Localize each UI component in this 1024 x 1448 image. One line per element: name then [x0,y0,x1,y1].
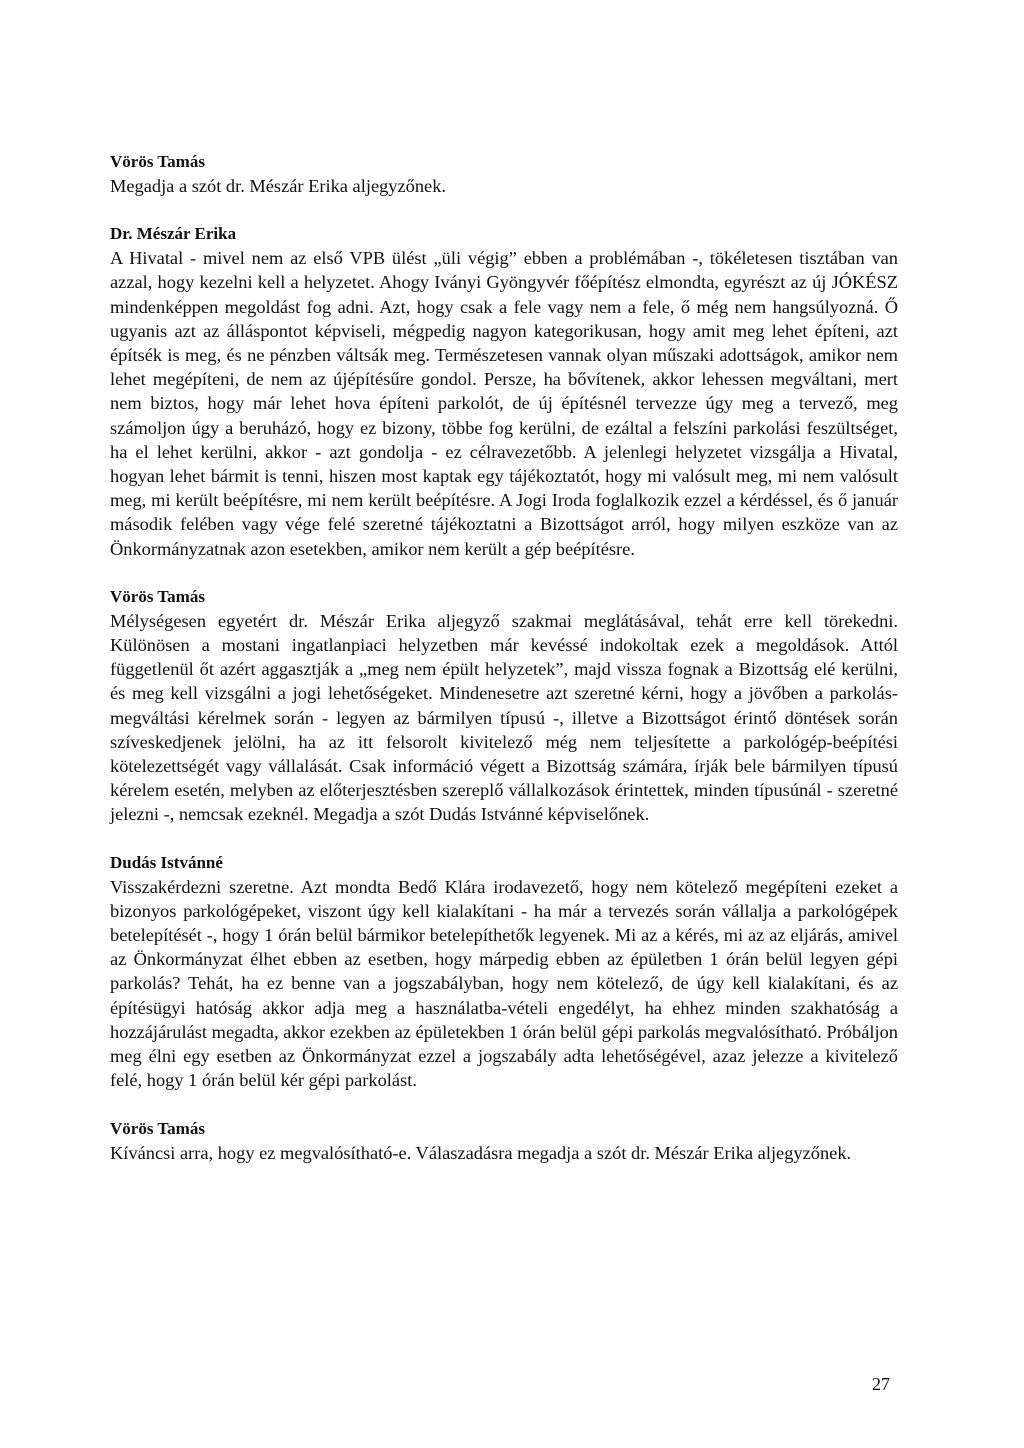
speaker-name: Dudás Istvánné [110,852,223,872]
speech-text: Kíváncsi arra, hogy ez megvalósítható-e. Válaszadásra megadja a szót dr. Mészár Erika aljegyzőnek. [110,1142,852,1163]
document-body [110,150,898,1189]
speech-block [110,585,898,827]
speech-block [110,222,898,561]
speech-text: A Hivatal - mivel nem az első VPB ülést „üli végig” ebben a problémában -, tökéletesen tisztában van azzal, hogy kezelni kell a helyzetet. Ahogy Iványi Gyöngyvér főépítész elmondta, egyrészt az új JÓKÉSZ mindenképpen megoldást fog adni. Azt, hogy csak a fele vagy nem a fele, ő még nem hangsúlyozná. Ő ugyanis azt az álláspontot képviseli, mégpedig nagyon kategorikusan, hogy amit meg lehet építeni, azt építsék is meg, és ne pénzben váltsák meg. Természetesen vannak olyan műszaki adottságok, amikor nem lehet megépíteni, de nem az újépítésűre gondol. Persze, ha bővítenek, akkor lehessen megváltani, mert nem biztos, hogy már lehet hova építeni parkolót, de új építésnél tervezze úgy meg a tervező, meg számoljon úgy a beruházó, hogy ez bizony, többe fog kerülni, de ezáltal a felszíni parkolási feszültséget, ha el lehet kerülni, akkor - azt gondolja - ez célravezetőbb. A jelenlegi helyzetet vizsgálja a Hivatal, hogyan lehet bármit is tenni, hiszen most kaptak egy tájékoztatót, hogy mi valósult meg, mi nem valósult meg, mi került beépítésre, mi nem került beépítésre. A Jogi Iroda foglalkozik ezzel a kérdéssel, és ő január második felében vagy vége felé szeretné tájékoztatni a Bizottságot arról, hogy milyen eszköze van az Önkormányzatnak azon esetekben, amikor nem került a gép beépítésre. [110,248,898,559]
speech-block [110,150,898,198]
speech-block [110,1117,898,1165]
speaker-name: Vörös Tamás [110,152,205,171]
speech-text: Mélységesen egyetért dr. Mészár Erika aljegyző szakmai meglátásával, tehát erre kell törekedni. Különösen a mostani ingatlanpiaci helyzetben már kevéssé indokoltak ezek a megoldások. Attól függetlenül őt azért aggasztják a „meg nem épült helyzetek”, majd vissza fognak a Bizottság elé kerülni, és meg kell vizsgálni a jogi lehetőségeket. Mindenesetre azt szeretné kérni, hogy a jövőben a parkolás-megváltási kérelmek során - legyen az bármilyen típusú -, illetve a Bizottságot érintő döntések során szíveskedjenek jelölni, ha az itt felsorolt kivitelező még nem teljesítette a parkológép-beépítési kötelezettségét vagy vállalását. Csak információ végett a Bizottság számára, írják bele bármilyen típusú kérelem esetén, melyben az előterjesztésben szereplő vállalkozások érintettek, minden típusúnál - szeretné jelezni -, nemcsak ezeknél. Megadja a szót Dudás Istvánné képviselőnek. [110,610,898,825]
page-number: 27 [872,1374,890,1394]
speaker-name: Vörös Tamás [110,1118,205,1138]
speaker-name: Vörös Tamás [110,586,205,606]
speaker-name: Dr. Mészár Erika [110,224,237,244]
speech-text: Visszakérdezni szeretne. Azt mondta Bedő Klára irodavezető, hogy nem kötelező megépíteni ezeket a bizonyos parkológépeket, viszont úgy kell kialakítani - ha már a tervezés során vállalja a parkológépek betelepítését -, hogy 1 órán belül bármikor betelepíthetők legyenek. Mi az a kérés, mi az az eljárás, amivel az Önkormányzat élhet ebben az esetben, hogy márpedig ebben az épületben 1 órán belül legyen gépi parkolás? Tehát, ha ez benne van a jogszabályban, hogy nem kötelező, de úgy kell kialakítani, és az építésügyi hatóság akkor adja meg a használatba-vételi engedélyt, ha ehhez minden szakhatóság a hozzájárulást megadta, akkor ezekben az épületekben 1 órán belül gépi parkolás megvalósítható. Próbáljon meg élni egy esetben az Önkormányzat ezzel a jogszabály adta lehetőségével, azaz jelezze a kivitelező felé, hogy 1 órán belül kér gépi parkolást. [110,876,898,1091]
speech-text: Megadja a szót dr. Mészár Erika aljegyzőnek. [110,176,447,196]
speech-block [110,851,898,1093]
